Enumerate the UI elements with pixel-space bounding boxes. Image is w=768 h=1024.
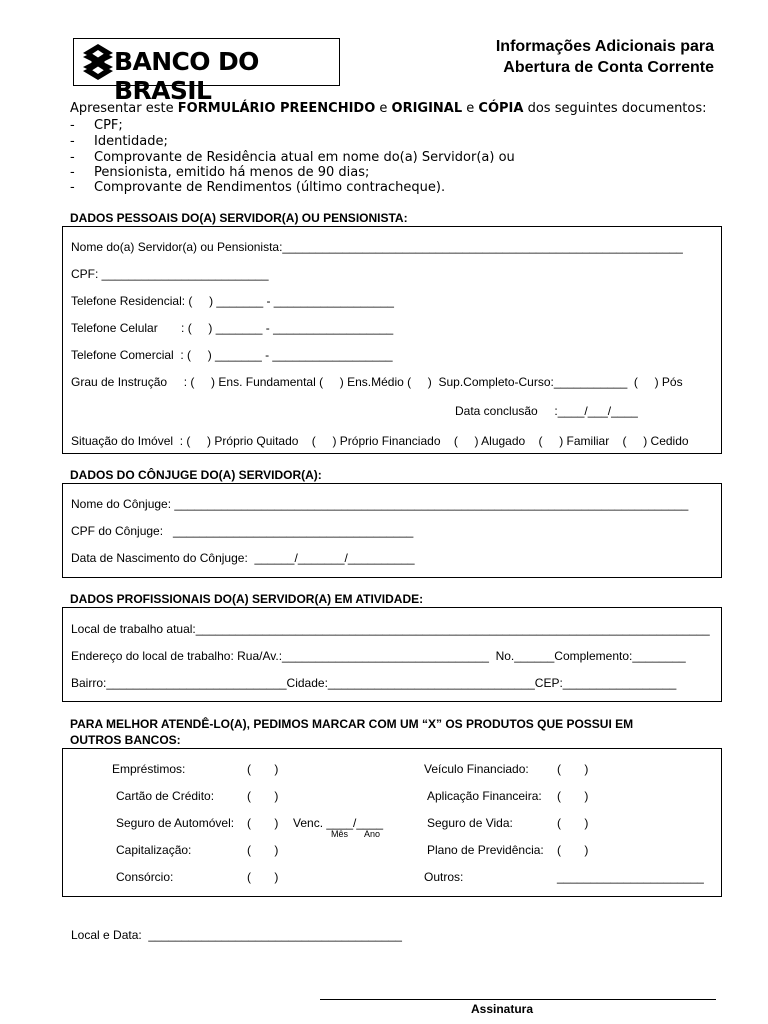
intro-bold-form: FORMULÁRIO PREENCHIDO — [177, 101, 376, 116]
label-ano: Ano — [364, 829, 381, 839]
label-plano-previdencia: Plano de Previdência: — [427, 843, 544, 857]
label-seguro-vida: Seguro de Vida: — [427, 816, 513, 830]
label-cartao-credito: Cartão de Crédito: — [116, 789, 215, 803]
field-grau-instrucao[interactable]: Grau de Instrução : ( ) Ens. Fundamental ( ) Ens.Médio ( ) Sup.Completo-Curso:___________ ( ) Pós — [71, 375, 683, 389]
checkbox-veiculo-financiado[interactable]: ( ) — [557, 762, 589, 776]
field-nascimento-conjuge[interactable]: Data de Nascimento do Cônjuge: ______/_______/__________ — [71, 551, 415, 565]
field-nome-servidor[interactable]: Nome do(a) Servidor(a) ou Pensionista:____________________________________________________________ — [71, 240, 683, 254]
section-title-produtos-line2: OUTROS BANCOS: — [70, 733, 181, 747]
signature-line[interactable] — [320, 999, 716, 1000]
field-outros[interactable]: ______________________ — [557, 870, 704, 884]
doc-item-text: Pensionista, emitido há menos de 90 dias; — [94, 165, 370, 180]
bank-logo-text: BANCO DO BRASIL — [114, 47, 259, 105]
checkbox-consorcio[interactable]: ( ) — [247, 870, 279, 884]
doc-item-text: CPF; — [94, 118, 123, 133]
checkbox-emprestimos[interactable]: ( ) — [247, 762, 279, 776]
form-title-line2: Abertura de Conta Corrente — [503, 59, 714, 76]
checkbox-cartao-credito[interactable]: ( ) — [247, 789, 279, 803]
field-endereco-trabalho[interactable]: Endereço do local de trabalho: Rua/Av.:_______________________________ No.______Complemento:________ — [71, 649, 686, 663]
field-local-data[interactable]: Local e Data: ______________________________________ — [71, 928, 402, 942]
bank-logo-icon — [83, 44, 113, 80]
checkbox-seguro-vida[interactable]: ( ) — [557, 816, 589, 830]
bank-logo — [73, 38, 340, 105]
form-title-line1: Informações Adicionais para — [495, 38, 714, 55]
field-vencimento[interactable]: Venc. ____/____ — [293, 816, 384, 830]
field-telefone-residencial[interactable]: Telefone Residencial: ( ) _______ - __________________ — [71, 294, 394, 308]
label-mes: Mês — [331, 829, 349, 839]
label-seguro-automovel: Seguro de Automóvel: — [116, 816, 235, 830]
section-title-pessoais: DADOS PESSOAIS DO(A) SERVIDOR(A) OU PENSIONISTA: — [70, 211, 408, 225]
list-dash: - — [70, 118, 75, 133]
intro-part: Apresentar este — [70, 101, 178, 116]
label-emprestimos: Empréstimos: — [112, 762, 186, 776]
label-capitalizacao: Capitalização: — [116, 843, 192, 857]
list-dash: - — [70, 134, 75, 149]
list-dash: - — [70, 165, 75, 180]
list-dash: - — [70, 150, 75, 165]
intro-text — [70, 101, 707, 116]
field-telefone-comercial[interactable]: Telefone Comercial : ( ) _______ - __________________ — [71, 348, 393, 362]
label-veiculo-financiado: Veículo Financiado: — [424, 762, 529, 776]
field-cpf[interactable]: CPF: _________________________ — [71, 267, 269, 281]
field-situacao-imovel[interactable]: Situação do Imóvel : ( ) Próprio Quitado ( ) Próprio Financiado ( ) Alugado ( ) Familiar ( ) Cedido — [71, 434, 689, 448]
section-title-produtos-line1: PARA MELHOR ATENDÊ-LO(A), PEDIMOS MARCAR COM UM “X” OS PRODUTOS QUE POSSUI EM — [70, 717, 634, 731]
checkbox-seguro-automovel[interactable]: ( ) — [247, 816, 279, 830]
doc-item-text: Identidade; — [94, 134, 168, 149]
section-title-conjuge: DADOS DO CÔNJUGE DO(A) SERVIDOR(A): — [70, 468, 322, 482]
intro-bold-copia: CÓPIA — [478, 101, 524, 116]
doc-item-text: Comprovante de Rendimentos (último contracheque). — [94, 180, 446, 195]
checkbox-aplicacao-financeira[interactable]: ( ) — [557, 789, 589, 803]
checkbox-plano-previdencia[interactable]: ( ) — [557, 843, 589, 857]
intro-part: e — [462, 101, 479, 116]
field-data-conclusao[interactable]: Data conclusão :____/___/____ — [455, 404, 638, 418]
label-outros: Outros: — [424, 870, 464, 884]
label-consorcio: Consórcio: — [116, 870, 174, 884]
section-title-profissionais: DADOS PROFISSIONAIS DO(A) SERVIDOR(A) EM ATIVIDADE: — [70, 592, 424, 606]
field-telefone-celular[interactable]: Telefone Celular : ( ) _______ - __________________ — [71, 321, 394, 335]
field-bairro-cidade-cep[interactable]: Bairro:___________________________Cidade:_______________________________CEP:_________________ — [71, 676, 677, 690]
list-dash: - — [70, 180, 75, 195]
field-nome-conjuge[interactable]: Nome do Cônjuge: _____________________________________________________________________________ — [71, 497, 689, 511]
checkbox-capitalizacao[interactable]: ( ) — [247, 843, 279, 857]
intro-part: e — [375, 101, 392, 116]
label-aplicacao-financeira: Aplicação Financeira: — [427, 789, 542, 803]
intro-part: dos seguintes documentos: — [523, 101, 707, 116]
doc-item-text: Comprovante de Residência atual em nome do(a) Servidor(a) ou — [94, 150, 515, 165]
intro-bold-original: ORIGINAL — [391, 101, 463, 116]
field-cpf-conjuge[interactable]: CPF do Cônjuge: ____________________________________ — [71, 524, 414, 538]
field-local-trabalho[interactable]: Local de trabalho atual:_____________________________________________________________________________ — [71, 622, 710, 636]
signature-label: Assinatura — [471, 1002, 534, 1016]
section-box-pessoais — [62, 226, 722, 454]
